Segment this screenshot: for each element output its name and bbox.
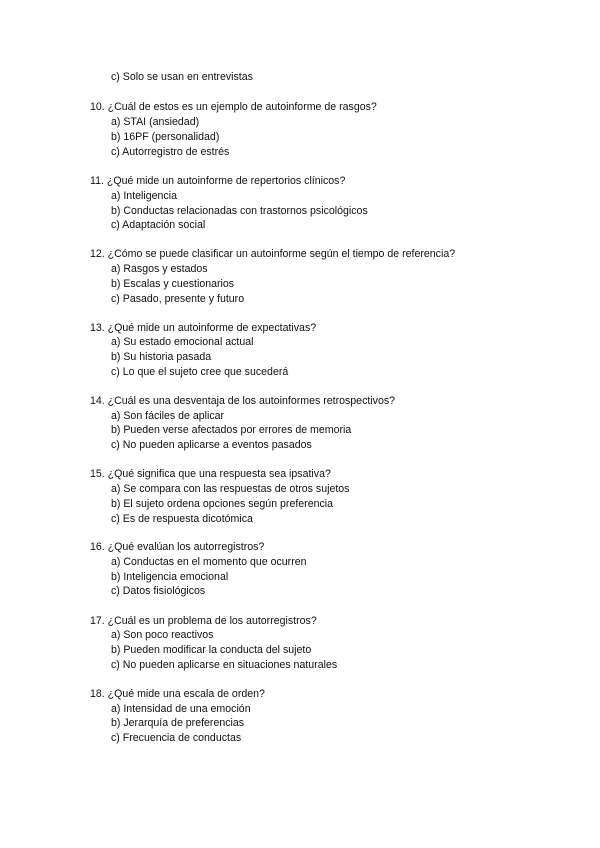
option-16c: c) Datos fisiológicos: [111, 585, 206, 597]
option-11c: c) Adaptación social: [111, 219, 206, 231]
option-12c: c) Pasado, presente y futuro: [111, 293, 245, 305]
question-10: 10. ¿Cuál de estos es un ejemplo de autoinforme de rasgos?: [90, 101, 377, 113]
question-17: 17. ¿Cuál es un problema de los autorregistros?: [90, 615, 317, 627]
option-16b: b) Inteligencia emocional: [111, 571, 229, 583]
option-15b: b) El sujeto ordena opciones según preferencia: [111, 498, 334, 510]
option-14c: c) No pueden aplicarse a eventos pasados: [111, 439, 312, 451]
question-15: 15. ¿Qué significa que una respuesta sea ipsativa?: [90, 468, 331, 480]
option-15a: a) Se compara con las respuestas de otros sujetos: [111, 483, 350, 495]
option-18c: c) Frecuencia de conductas: [111, 732, 242, 744]
option-17b: b) Pueden modificar la conducta del sujeto: [111, 644, 312, 656]
option-11b: b) Conductas relacionadas con trastornos psicológicos: [111, 205, 368, 217]
lead-option: c) Solo se usan en entrevistas: [111, 71, 253, 83]
option-15c: c) Es de respuesta dicotómica: [111, 513, 253, 525]
option-16a: a) Conductas en el momento que ocurren: [111, 556, 307, 568]
option-14a: a) Son fáciles de aplicar: [111, 410, 225, 422]
option-12a: a) Rasgos y estados: [111, 263, 208, 275]
option-10c: c) Autorregistro de estrés: [111, 146, 230, 158]
option-13b: b) Su historia pasada: [111, 351, 212, 363]
question-14: 14. ¿Cuál es una desventaja de los autoinformes retrospectivos?: [90, 395, 396, 407]
question-11: 11. ¿Qué mide un autoinforme de repertorios clínicos?: [90, 175, 346, 187]
option-18b: b) Jerarquía de preferencias: [111, 717, 245, 729]
option-17c: c) No pueden aplicarse en situaciones naturales: [111, 659, 338, 671]
option-11a: a) Inteligencia: [111, 190, 177, 202]
option-13c: c) Lo que el sujeto cree que sucederá: [111, 366, 289, 378]
option-12b: b) Escalas y cuestionarios: [111, 278, 235, 290]
question-13: 13. ¿Qué mide un autoinforme de expectativas?: [90, 322, 317, 334]
question-16: 16. ¿Qué evalúan los autorregistros?: [90, 541, 265, 553]
question-12: 12. ¿Cómo se puede clasificar un autoinforme según el tiempo de referencia?: [90, 248, 456, 260]
option-13a: a) Su estado emocional actual: [111, 336, 254, 348]
question-18: 18. ¿Qué mide una escala de orden?: [90, 688, 265, 700]
option-14b: b) Pueden verse afectados por errores de memoria: [111, 424, 352, 436]
option-10b: b) 16PF (personalidad): [111, 131, 220, 143]
option-10a: a) STAI (ansiedad): [111, 116, 200, 128]
option-18a: a) Intensidad de una emoción: [111, 703, 251, 715]
option-17a: a) Son poco reactivos: [111, 629, 214, 641]
